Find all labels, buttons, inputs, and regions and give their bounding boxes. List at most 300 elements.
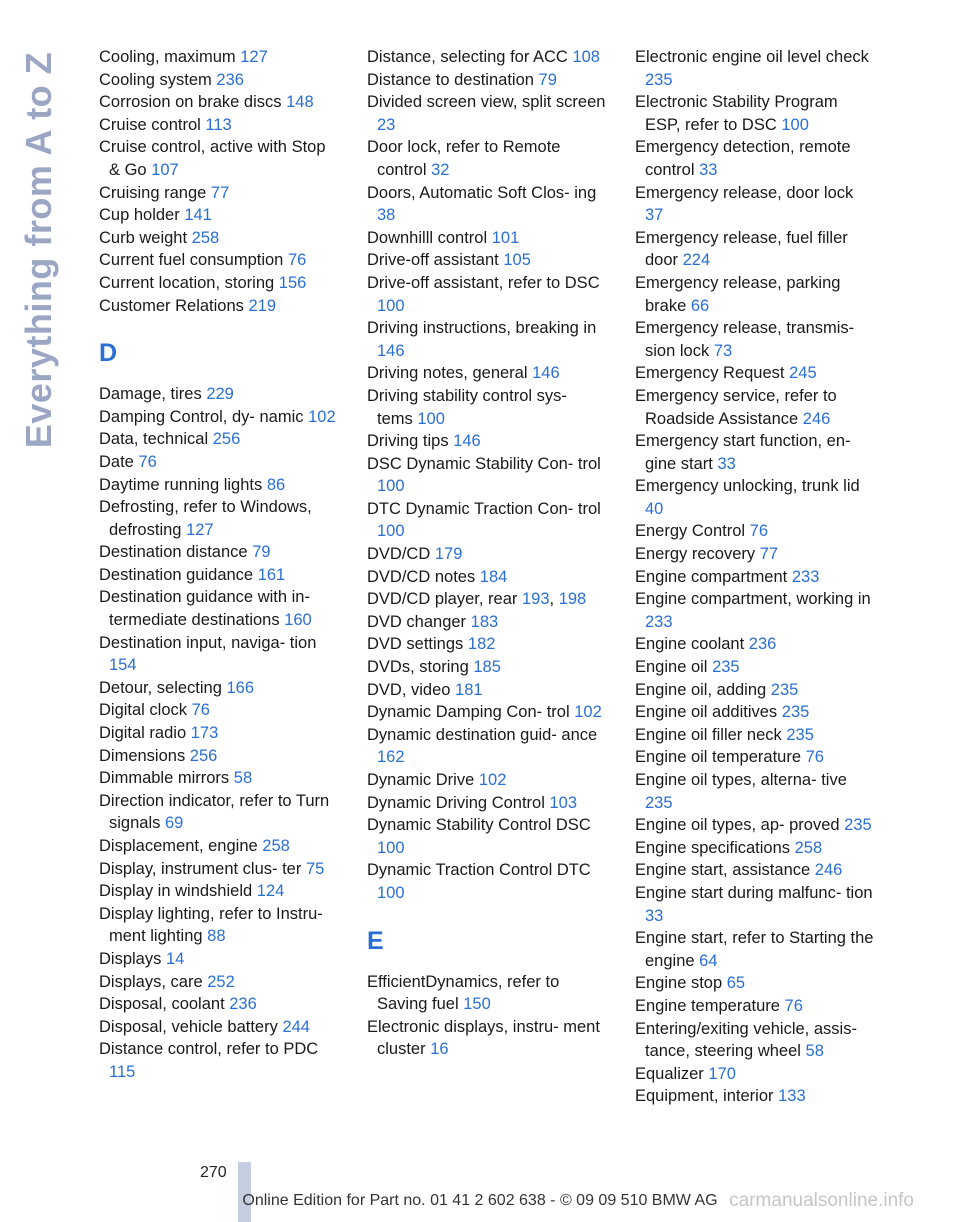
page-reference-link[interactable]: 127	[240, 48, 268, 66]
index-term: Destination distance	[99, 543, 248, 562]
index-entry	[99, 586, 339, 631]
index-entry	[367, 430, 607, 453]
index-term: DVD/CD notes	[367, 567, 476, 586]
page-reference-link[interactable]: 193	[521, 590, 550, 609]
index-entry	[367, 362, 607, 385]
index-entry	[635, 475, 875, 520]
page-reference-link[interactable]: 246	[802, 409, 831, 428]
page-reference-link[interactable]: 101	[491, 228, 520, 247]
page-reference-link[interactable]: 127	[186, 520, 214, 539]
page-reference-link[interactable]: 219	[248, 296, 277, 315]
index-entry	[635, 724, 875, 747]
index-entry	[99, 182, 339, 205]
index-entry	[367, 91, 607, 136]
index-entry	[367, 227, 607, 250]
section-letter: D	[99, 339, 118, 368]
page-reference-link[interactable]: 100	[377, 522, 405, 541]
index-entry	[635, 385, 875, 430]
page-reference-link[interactable]: 103	[549, 793, 578, 812]
index-term: Engine start, refer to Starting the engine	[635, 929, 874, 970]
index-term: Detour, selecting	[99, 678, 222, 697]
page-reference-link[interactable]: 154	[109, 656, 137, 675]
index-entry	[99, 204, 339, 227]
footer-edition-text: Online Edition for Part no. 01 41 2 602 638 - © 09 09 510 BMW AG	[242, 1192, 718, 1209]
page-reference-link[interactable]: 73	[713, 341, 733, 360]
index-term: DVD settings	[367, 635, 464, 654]
index-term: Displays, care	[99, 972, 203, 991]
index-term: Display lighting, refer to Instru- ment lighting	[99, 904, 323, 946]
page-reference-link[interactable]: 100	[377, 477, 405, 496]
index-term: DTC Dynamic Traction Con- trol	[367, 499, 601, 518]
index-term: Driving instructions, breaking in	[367, 319, 597, 338]
index-column-2	[367, 46, 607, 1061]
index-entry	[635, 362, 875, 385]
index-term: Curb weight	[99, 228, 188, 247]
index-term: DVD changer	[367, 612, 467, 631]
index-entry	[99, 136, 339, 181]
index-entry	[635, 701, 875, 724]
page-reference-link[interactable]: 100	[377, 838, 405, 857]
index-entry	[367, 724, 607, 769]
page-reference-link[interactable]: 75	[305, 859, 325, 878]
page-reference-link[interactable]: 185	[473, 658, 501, 677]
index-term: Dimmable mirrors	[99, 769, 230, 788]
index-term: Engine oil additives	[635, 703, 778, 722]
index-term: Emergency release, fuel filler door	[635, 228, 848, 270]
index-term: Displays	[99, 949, 162, 968]
index-term: DVD, video	[367, 680, 451, 699]
index-term: Displacement, engine	[99, 837, 258, 855]
page-reference-link[interactable]: 160	[284, 611, 312, 630]
page-reference-link[interactable]: 235	[645, 70, 673, 89]
index-entry	[635, 1063, 875, 1086]
index-entry	[99, 993, 339, 1016]
index-entry	[367, 543, 607, 566]
page-reference-link[interactable]: 236	[748, 635, 777, 654]
page-reference-link[interactable]: 102	[308, 407, 336, 426]
index-term: Defrosting, refer to Windows, defrosting	[99, 498, 312, 539]
index-term: Display, instrument clus- ter	[99, 859, 302, 878]
index-entry	[635, 430, 875, 475]
index-entry	[635, 1018, 875, 1063]
page-reference-link[interactable]: 235	[786, 725, 814, 744]
page-reference-link[interactable]: 77	[759, 545, 779, 564]
page-reference-link[interactable]: 100	[377, 296, 405, 315]
index-term: Divided screen view, split screen	[367, 93, 606, 112]
index-entry	[635, 588, 875, 633]
index-term: Engine temperature	[635, 996, 780, 1015]
watermark: carmanualsonline.info	[729, 1190, 914, 1211]
index-term: Electronic Stability Program ESP, refer to DSC	[635, 93, 838, 134]
index-term: Engine start, assistance	[635, 861, 811, 880]
page-reference-link[interactable]: 258	[191, 228, 220, 247]
page-reference-link[interactable]: 148	[286, 93, 314, 112]
index-term: Customer Relations	[99, 296, 244, 315]
index-entry	[367, 769, 607, 792]
page-reference-link[interactable]: 14	[165, 949, 185, 968]
index-entry	[367, 182, 607, 227]
index-entry	[635, 746, 875, 769]
index-term: Door lock, refer to Remote control	[367, 138, 561, 179]
index-entry	[99, 948, 339, 971]
index-term: Date	[99, 452, 134, 471]
page-reference-link[interactable]: 79	[538, 70, 557, 89]
index-entry	[367, 611, 607, 634]
page-reference-link[interactable]: 23	[377, 115, 396, 134]
index-entry	[99, 91, 339, 114]
index-entry	[635, 182, 875, 227]
index-entry	[99, 835, 339, 858]
page-reference-link[interactable]: 224	[682, 251, 711, 270]
index-entry	[635, 566, 875, 589]
index-term: Equalizer	[635, 1064, 704, 1083]
page-reference-link[interactable]: 141	[184, 206, 212, 225]
index-term: Dimensions	[99, 746, 186, 765]
index-term: Distance, selecting for ACC	[367, 48, 568, 66]
page-reference-link[interactable]: 146	[532, 364, 560, 383]
index-entry	[99, 272, 339, 295]
index-entry	[367, 1016, 607, 1061]
index-entry	[99, 406, 339, 429]
page-reference-link[interactable]: 246	[814, 861, 843, 880]
index-entry	[635, 136, 875, 181]
index-term: Dynamic Drive	[367, 771, 475, 789]
page-reference-link[interactable]: 146	[377, 341, 405, 360]
page-reference-link[interactable]: 76	[191, 701, 210, 720]
index-entry	[635, 227, 875, 272]
index-entry	[635, 837, 875, 860]
page-reference-link[interactable]: 156	[278, 273, 307, 292]
index-entry	[635, 46, 875, 91]
index-term: Dynamic destination guid- ance	[367, 725, 598, 744]
index-entry	[99, 971, 339, 994]
index-entry	[367, 633, 607, 656]
page-reference-link[interactable]: 244	[282, 1017, 310, 1036]
index-term: Disposal, vehicle battery	[99, 1017, 278, 1036]
index-entry	[635, 814, 875, 837]
index-term: Emergency start function, en- gine start	[635, 432, 851, 473]
index-term: Direction indicator, refer to Turn signals	[99, 791, 330, 833]
index-column-1	[99, 46, 339, 1084]
index-entry	[635, 1085, 875, 1108]
index-entry	[99, 745, 339, 768]
index-entry	[367, 317, 607, 362]
index-entry	[635, 656, 875, 679]
page-reference-link[interactable]: 170	[708, 1064, 736, 1083]
page-reference-link[interactable]: 146	[453, 432, 481, 451]
page-reference-link[interactable]: 161	[257, 565, 286, 584]
index-term: Cruise control	[99, 115, 201, 134]
index-entry	[367, 859, 607, 904]
index-entry	[367, 656, 607, 679]
index-term: Energy Control	[635, 522, 746, 541]
index-entry	[99, 858, 339, 881]
side-section-title	[4, 40, 74, 460]
page-reference-link[interactable]: 252	[207, 972, 235, 991]
page-reference-link[interactable]: 76	[287, 251, 307, 270]
index-term: Corrosion on brake discs	[99, 93, 282, 112]
index-entry	[99, 632, 339, 677]
page-reference-link[interactable]: 258	[794, 838, 823, 857]
index-entry	[635, 679, 875, 702]
page-reference-link[interactable]: 108	[572, 48, 600, 66]
page-reference-link[interactable]: 79	[252, 543, 271, 562]
index-term: Digital radio	[99, 724, 187, 743]
index-entry	[635, 972, 875, 995]
index-term: Cup holder	[99, 206, 180, 225]
index-entry	[99, 790, 339, 835]
page-reference-link[interactable]: 183	[470, 612, 499, 631]
index-entry	[99, 677, 339, 700]
index-entry	[367, 249, 607, 272]
index-term: Cruising range	[99, 183, 207, 202]
index-entry	[367, 385, 607, 430]
index-term: Energy recovery	[635, 545, 756, 564]
index-entry	[99, 880, 339, 903]
page-reference-link[interactable]: 88	[207, 927, 226, 946]
index-term: Data, technical	[99, 430, 209, 449]
page-reference-link[interactable]: 181	[455, 680, 483, 699]
index-entry	[99, 767, 339, 790]
page-reference-link[interactable]: 37	[645, 206, 664, 225]
page-reference-link[interactable]: 150	[463, 995, 491, 1014]
index-term: Cooling system	[99, 70, 212, 89]
page-reference-link[interactable]: 236	[229, 995, 257, 1014]
index-term: DVD/CD	[367, 545, 431, 564]
page-reference-link[interactable]: 162	[377, 748, 405, 767]
index-entry	[99, 1038, 339, 1083]
index-entry	[367, 69, 607, 92]
index-entry	[367, 453, 607, 498]
index-term: Emergency unlocking, trunk lid	[635, 477, 860, 496]
index-entry	[367, 588, 607, 611]
index-term: DSC Dynamic Stability Con- trol	[367, 454, 601, 473]
page-reference-link[interactable]: 235	[770, 680, 799, 699]
index-entry	[367, 566, 607, 589]
page-reference-link[interactable]: 133	[778, 1087, 806, 1106]
index-term: Cruise control, active with Stop & Go	[99, 138, 326, 179]
page-reference-link[interactable]: 245	[789, 364, 817, 383]
index-term: Engine oil temperature	[635, 748, 802, 767]
page-reference-link[interactable]: 235	[645, 793, 673, 812]
index-entry	[635, 543, 875, 566]
page-reference-link[interactable]: 58	[805, 1042, 824, 1061]
page-reference-link[interactable]: 33	[699, 160, 718, 179]
index-term: Driving tips	[367, 432, 449, 451]
index-term: Distance to destination	[367, 70, 534, 89]
page-reference-link[interactable]: 32	[431, 160, 450, 179]
page-reference-link[interactable]: 235	[844, 816, 872, 835]
page-reference-link[interactable]: 182	[467, 635, 496, 654]
index-term: EfficientDynamics, refer to Saving fuel	[367, 972, 560, 1014]
page-reference-link[interactable]: 198	[558, 590, 587, 609]
page-reference-link[interactable]: 16	[430, 1040, 449, 1059]
page-reference-link[interactable]: 233	[791, 567, 820, 586]
index-term: Engine start during malfunc- tion	[635, 883, 873, 902]
page-reference-link[interactable]: 58	[233, 769, 253, 788]
index-entry	[635, 769, 875, 814]
index-entry	[367, 971, 607, 1016]
page-ref-separator: ,	[549, 590, 555, 609]
page-reference-link[interactable]: 124	[256, 882, 285, 901]
page-reference-link[interactable]: 235	[781, 703, 810, 722]
index-term: Engine compartment, working in	[635, 590, 871, 609]
page-reference-link[interactable]: 102	[478, 771, 507, 789]
index-entry	[635, 91, 875, 136]
page-reference-link[interactable]: 66	[690, 296, 710, 315]
index-term: Damage, tires	[99, 385, 202, 404]
page-reference-link[interactable]: 100	[781, 115, 809, 134]
page-reference-link[interactable]: 166	[226, 678, 255, 697]
page-reference-link[interactable]: 77	[210, 183, 230, 202]
index-entry	[99, 699, 339, 722]
index-entry	[99, 451, 339, 474]
page-reference-link[interactable]: 76	[749, 522, 769, 541]
index-entry	[367, 814, 607, 859]
page-reference-link[interactable]: 69	[164, 814, 184, 833]
page-reference-link[interactable]: 258	[262, 837, 290, 855]
index-term: Engine oil, adding	[635, 680, 767, 699]
index-entry	[99, 383, 339, 406]
index-entry	[99, 227, 339, 250]
index-entry	[99, 541, 339, 564]
index-term: Daytime running lights	[99, 475, 263, 494]
index-term: Electronic displays, instru- ment cluster	[367, 1017, 600, 1059]
index-term: Emergency service, refer to Roadside Assistance	[635, 386, 837, 428]
page-reference-link[interactable]: 38	[377, 206, 396, 225]
page-reference-link[interactable]: 76	[805, 748, 824, 767]
index-term: Destination input, naviga- tion	[99, 633, 317, 652]
index-term: Dynamic Traction Control DTC	[367, 861, 591, 880]
index-term: Engine oil types, alterna- tive	[635, 771, 847, 789]
page-reference-link[interactable]: 256	[189, 746, 218, 765]
index-term: Doors, Automatic Soft Clos- ing	[367, 183, 597, 202]
page-reference-link[interactable]: 256	[212, 430, 241, 449]
index-entry	[635, 317, 875, 362]
index-term: Digital clock	[99, 701, 188, 720]
index-term: Distance control, refer to PDC	[99, 1040, 319, 1059]
index-term: Dynamic Stability Control DSC	[367, 816, 591, 835]
index-term: Engine compartment	[635, 567, 788, 586]
index-term: Emergency release, transmis- sion lock	[635, 319, 855, 360]
page-reference-link[interactable]: 100	[377, 883, 405, 902]
index-term: Destination guidance	[99, 565, 254, 584]
index-term: Emergency Request	[635, 364, 785, 383]
index-term: Equipment, interior	[635, 1087, 774, 1106]
index-term: DVDs, storing	[367, 658, 469, 677]
index-entry	[367, 46, 607, 69]
page-reference-link[interactable]: 184	[479, 567, 508, 586]
index-term: Dynamic Damping Con- trol	[367, 703, 570, 722]
index-entry	[99, 69, 339, 92]
page-reference-link[interactable]: 86	[266, 475, 286, 494]
index-term: Damping Control, dy- namic	[99, 407, 304, 426]
index-term: Destination guidance with in- termediate destinations	[99, 588, 310, 630]
index-entry	[635, 859, 875, 882]
index-entry	[99, 722, 339, 745]
index-entry	[635, 272, 875, 317]
index-term: Dynamic Driving Control	[367, 793, 545, 812]
index-entry	[367, 272, 607, 317]
page-reference-link[interactable]: 115	[109, 1062, 136, 1081]
index-entry	[367, 498, 607, 543]
index-entry	[367, 679, 607, 702]
index-entry	[367, 792, 607, 815]
index-term: Engine oil filler neck	[635, 725, 782, 744]
index-term: Driving stability control sys- tems	[367, 386, 567, 428]
page-reference-link[interactable]: 236	[216, 70, 244, 89]
index-entry	[99, 474, 339, 497]
index-term: Current fuel consumption	[99, 251, 284, 270]
index-term: Engine oil	[635, 658, 708, 677]
index-entry	[635, 520, 875, 543]
page-number: 270	[200, 1164, 227, 1181]
page-reference-link[interactable]: 173	[190, 724, 219, 743]
index-term: Engine coolant	[635, 635, 745, 654]
page-reference-link[interactable]: 33	[717, 454, 736, 473]
index-term: Electronic engine oil level check	[635, 48, 869, 66]
section-letter: E	[367, 926, 384, 955]
index-term: Disposal, coolant	[99, 995, 225, 1014]
index-term: Engine oil types, ap- proved	[635, 816, 840, 835]
index-entry	[99, 903, 339, 948]
page-reference-link[interactable]: 65	[726, 974, 746, 993]
side-title-text: Everything from A to Z	[18, 51, 60, 449]
index-entry	[99, 1016, 339, 1039]
page-reference-link[interactable]: 229	[206, 385, 234, 404]
index-entry	[99, 46, 339, 69]
page-reference-link[interactable]: 76	[138, 452, 157, 471]
index-entry	[635, 927, 875, 972]
index-term: Cooling, maximum	[99, 48, 236, 66]
index-term: Drive-off assistant, refer to DSC	[367, 273, 600, 292]
page-reference-link[interactable]: 100	[417, 409, 445, 428]
page-reference-link[interactable]: 76	[784, 996, 803, 1015]
index-term: Emergency detection, remote control	[635, 138, 851, 179]
index-term: Downhilll control	[367, 228, 488, 247]
page-reference-link[interactable]: 113	[205, 115, 232, 134]
page-reference-link[interactable]: 64	[699, 951, 718, 970]
index-term: Emergency release, door lock	[635, 183, 854, 202]
index-term: Current location, storing	[99, 273, 275, 292]
index-column-3	[635, 46, 875, 1108]
index-term: Engine specifications	[635, 838, 791, 857]
index-entry	[99, 428, 339, 451]
index-term: Driving notes, general	[367, 364, 528, 383]
page-reference-link[interactable]: 235	[712, 658, 740, 677]
index-term: Display in windshield	[99, 882, 253, 901]
index-entry	[99, 114, 339, 137]
page-reference-link[interactable]: 179	[434, 545, 463, 564]
page-reference-link[interactable]: 107	[151, 160, 179, 179]
index-entry	[367, 136, 607, 181]
index-term: DVD/CD player, rear	[367, 590, 518, 609]
index-term: Entering/exiting vehicle, assis- tance, steering wheel	[635, 1019, 857, 1061]
index-entry	[99, 295, 339, 318]
index-entry	[367, 701, 607, 724]
index-term: Emergency release, parking brake	[635, 273, 841, 315]
index-entry	[635, 995, 875, 1018]
page-reference-link[interactable]: 33	[645, 906, 664, 925]
page-reference-link[interactable]: 102	[574, 703, 602, 722]
page-reference-link[interactable]: 105	[503, 251, 531, 270]
index-entry	[99, 249, 339, 272]
index-term: Engine stop	[635, 974, 723, 993]
index-entry	[635, 633, 875, 656]
index-term: Drive-off assistant	[367, 251, 499, 270]
page-reference-link[interactable]: 233	[645, 612, 673, 631]
page-reference-link[interactable]: 40	[645, 499, 664, 518]
